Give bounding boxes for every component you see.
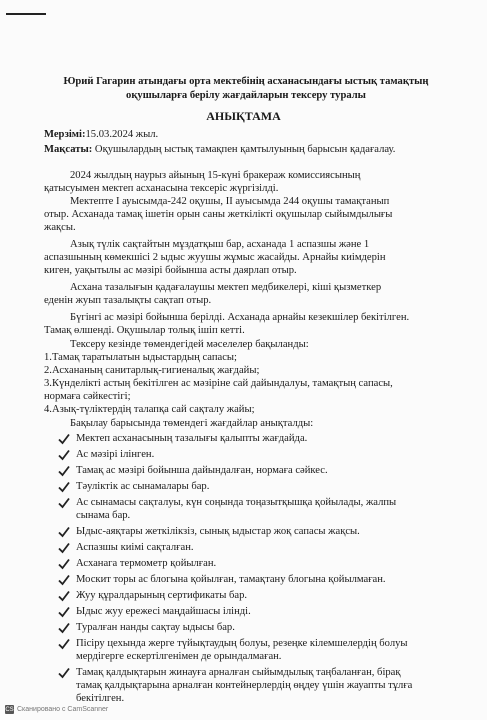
checklist-item-continuation: тамақ қалдықтарына арналған контейнерлердің өңдеу үшін жауапты тұлға (76, 680, 413, 691)
purpose-label: Мақсаты: (44, 144, 93, 155)
checkmark-icon (58, 638, 70, 650)
checkmark-icon (58, 574, 70, 586)
para-line: Бақылау барысында төмендегі жағдайлар анықталды: (70, 418, 314, 429)
para-line: 3.Күнделікті астың бекітілген ас мәзіріне сай дайындалуы, тамақтың сапасы, (44, 378, 393, 389)
checklist-item: Ас мәзірі ілінген. (76, 449, 155, 460)
checklist-item-continuation: сынама бар. (76, 510, 131, 521)
checklist-item: Ыдыс-аяқтары жеткілікзіз, сынық ыдыстар жоқ сапасы жақсы. (76, 526, 360, 537)
checkmark-icon (58, 667, 70, 679)
checkmark-icon (58, 590, 70, 602)
para-line: еденін жуып тазалықты сақтап отыр. (44, 295, 212, 306)
para-line: Тамақ өлшенді. Оқушылар толық ішіп кетті. (44, 325, 245, 336)
document-heading: АНЫҚТАМА (206, 109, 281, 123)
scanner-watermark (5, 705, 108, 714)
date-line (44, 128, 459, 141)
para-line: киген, уақытылы ас мәзірі бойынша асты даярлап отыр. (44, 265, 297, 276)
para-line: Асхана тазалығын қадағалаушы мектеп медбикелері, кіші қызметкер (70, 282, 382, 293)
para-line: жақсы. (44, 222, 76, 233)
checklist-item: Туралған нанды сақтау ыдысы бар. (76, 622, 235, 633)
scanner-watermark-text: Сканировано с CamScanner (17, 706, 109, 713)
checklist-item: Пісіру цехында жерге түйықтаудың болуы, резеңке кілемшелердің болуы (76, 638, 408, 649)
checkmark-icon (58, 622, 70, 634)
checklist-item-continuation: бекітілген. (76, 693, 125, 704)
camscanner-logo-icon: CS (5, 706, 14, 713)
document-title-line-2: оқушыларға берілу жағдайларын тексеру туралы (126, 90, 366, 101)
para-line: 4.Азық-түліктердің талапқа сай сақталу жайы; (44, 404, 255, 415)
checklist-item: Жуу құралдарының сертификаты бар. (76, 590, 248, 601)
checklist-item: Ыдыс жуу ережесі маңдайшасы ілінді. (76, 606, 251, 617)
document-title-line-1: Юрий Гагарин атындағы орта мектебінің асханасындағы ыстық тамақтың (63, 76, 429, 87)
para-line: Мектепте I ауысымда-242 оқушы, II ауысымда 244 оқушы тамақтанып (70, 196, 390, 207)
checklist-item: Тамақ ас мәзірі бойынша дайындалған, нормаға сәйкес. (76, 465, 328, 476)
checkmark-icon (58, 606, 70, 618)
para-line: 2024 жылдың наурыз айының 15-күні бракераж комиссиясының (70, 170, 361, 181)
checkmark-icon (58, 433, 70, 445)
checklist-item: Тамақ қалдықтарын жинауға арналған сыйымдылық таңбаланған, бірақ (76, 667, 401, 678)
para-line: 2.Асхананың санитарлық-гигиеналық жағдайы; (44, 365, 260, 376)
checklist-item: Ас сынамасы сақталуы, күн соңында тоңазытқышқа қойылады, жалпы (76, 497, 397, 508)
para-line: қатысуымен мектеп асханасына тексеріс жүргізілді. (44, 183, 279, 194)
checkmark-icon (58, 526, 70, 538)
checklist-item-continuation: мердігерге ескертілгенімен де орындалмаған. (76, 651, 282, 662)
checkmark-icon (58, 542, 70, 554)
para-line: аспазшының көмекшісі 2 ыдыс жуушы жұмыс жасайды. Арнайы киімдерін (44, 252, 386, 263)
checklist-item: Москит торы ас блогына қойылған, тамақтану блогына қойылмаған. (76, 574, 386, 585)
checklist-item: Аспазшы киімі сақталған. (76, 542, 194, 553)
para-line: 1.Тамақ таратылатын ыдыстардың сапасы; (44, 352, 237, 363)
checkmark-icon (58, 558, 70, 570)
date-value: 15.03.2024 жыл. (85, 129, 159, 140)
checkmark-icon (58, 465, 70, 477)
para-line: Азық түлік сақтайтын мұздатқыш бар, асханада 1 аспазшы және 1 (70, 239, 370, 250)
checkmark-icon (58, 449, 70, 461)
checkmark-icon (58, 481, 70, 493)
date-label: Мерзімі: (44, 129, 86, 140)
checklist-item: Тәуліктік ас сынамалары бар. (76, 481, 210, 492)
checklist-item: Мектеп асханасының тазалығы қалыпты жағдайда. (76, 433, 308, 444)
para-line: Бүгінгі ас мәзірі бойынша берілді. Асханада арнайы кезекшілер бекітілген. (70, 312, 410, 323)
purpose-value: Оқушылардың ыстық тамақпен қамтылуының барысын қадағалау. (92, 144, 396, 155)
para-line: Тексеру кезінде төмендегідей мәселелер бақыланды: (70, 339, 309, 350)
para-line: нормаға сәйкестігі; (44, 391, 131, 402)
checklist-item: Асханага термометр қойылған. (76, 558, 217, 569)
purpose-line (44, 143, 459, 156)
para-line: отыр. Асханада тамақ ішетін орын саны жеткілікті оқушылар сыйымдылығы (44, 209, 393, 220)
checkmark-icon (58, 497, 70, 509)
scan-edge-mark (6, 13, 46, 15)
